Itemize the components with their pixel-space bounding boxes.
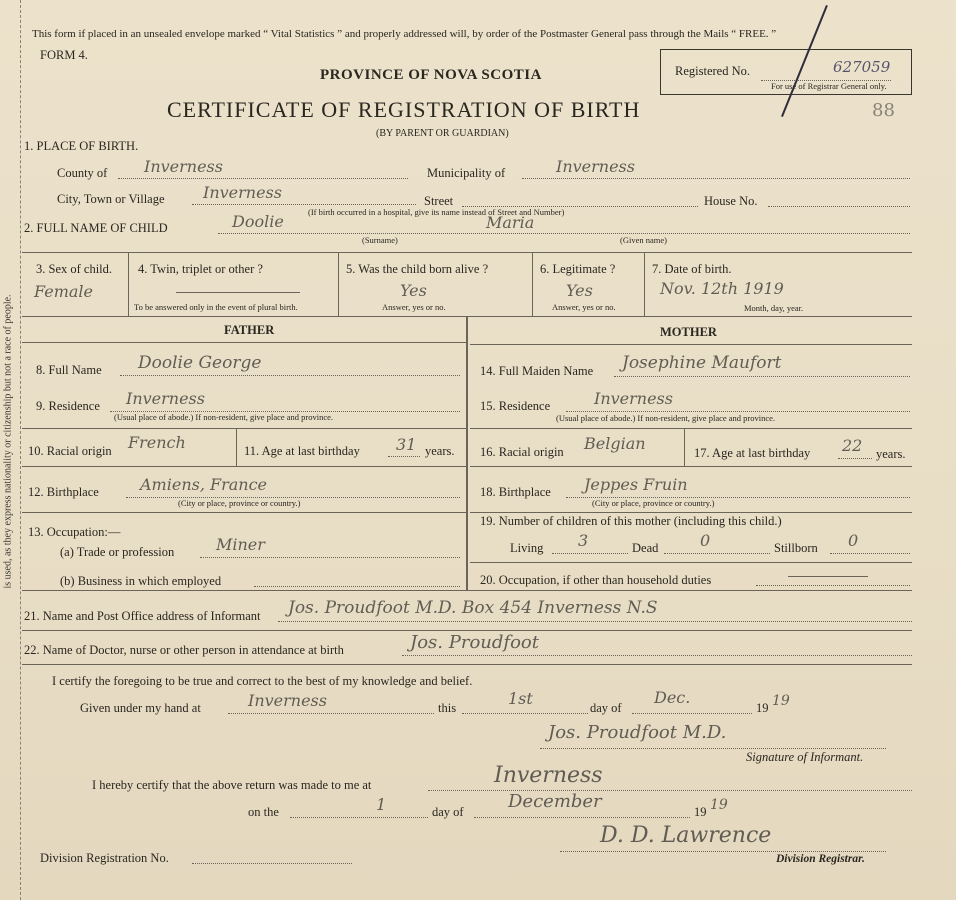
date-of-birth-note: Month, day, year. [744,303,804,313]
informant-signature-label: Signature of Informant. [746,750,864,764]
city-label: City, Town or Village [57,192,165,206]
city-value: Inverness [203,183,282,202]
mother-age-unit: years. [876,447,906,461]
street-label: Street [424,194,454,208]
mother-birthplace-value: Jeppes Fruin [584,475,688,494]
date-of-birth-value: Nov. 12th 1919 [660,279,784,298]
mother-racial-label: 16. Racial origin [480,445,564,459]
municipality-label: Municipality of [427,166,506,180]
mother-birthplace-label: 18. Birthplace [480,485,551,499]
given-month-value: Dec. [654,688,691,707]
father-heading: FATHER [224,323,275,337]
father-age-label: 11. Age at last birthday [244,444,360,458]
doctor-label: 22. Name of Doctor, nurse or other person in attendance at birth [24,643,344,657]
father-name-label: 8. Full Name [36,363,102,377]
stillborn-value: 0 [848,531,859,550]
informant-value: Jos. Proudfoot M.D. Box 454 Inverness N.S [288,598,658,618]
mother-name-label: 14. Full Maiden Name [480,364,594,378]
mother-residence-label: 15. Residence [480,399,551,413]
on-the-label: on the [248,805,279,819]
born-alive-note: Answer, yes or no. [382,302,446,312]
father-residence-note: (Usual place of abode.) If non-resident, give place and province. [114,412,334,422]
born-alive-value: Yes [400,281,427,300]
twin-label: 4. Twin, triplet or other ? [138,262,263,276]
child-surname-value: Doolie [232,212,284,231]
registered-stamp: 88 [872,100,895,121]
living-label: Living [510,541,544,555]
mother-name-value: Josephine Maufort [622,353,782,373]
registered-number: 627059 [833,58,891,76]
mother-racial-value: Belgian [584,434,646,453]
registrar-day-value: 1 [376,795,387,814]
informant-signature: Jos. Proudfoot M.D. [548,722,727,743]
this-day-value: 1st [508,689,533,708]
mother-birthplace-note: (City or place, province or country.) [592,498,715,508]
certificate-subtitle: (BY PARENT OR GUARDIAN) [376,128,509,139]
certify-statement: I certify the foregoing to be true and correct to the best of my knowledge and belief. [52,674,473,688]
mother-residence-note: (Usual place of abode.) If non-resident, give place and province. [556,413,776,423]
mother-occupation-label: 20. Occupation, if other than household duties [480,573,712,587]
legitimate-value: Yes [566,281,593,300]
form-number: FORM 4. [40,48,88,62]
division-registrar-label: Division Registrar. [776,853,865,865]
sex-value: Female [34,282,93,301]
father-occupation-label: 13. Occupation:— [28,525,121,539]
sex-label: 3. Sex of child. [36,262,113,276]
mother-age-value: 22 [842,436,863,455]
hospital-note: (If birth occurred in a hospital, give its name instead of Street and Number) [308,207,565,217]
registrar-place-value: Inverness [494,763,603,788]
doctor-value: Jos. Proudfoot [410,632,539,653]
father-trade-value: Miner [216,535,265,554]
twin-note: To be answered only in the event of plural birth. [134,302,298,312]
division-registration-label: Division Registration No. [40,851,169,865]
dead-label: Dead [632,541,659,555]
registrar-statement: I hereby certify that the above return was made to me at [92,778,372,792]
municipality-value: Inverness [556,157,635,176]
father-age-unit: years. [425,444,455,458]
child-given-name-value: Maria [486,213,535,232]
legitimate-label: 6. Legitimate ? [540,262,616,276]
side-note: is used, as they express nationality or citizenship but not a race of people. [2,294,14,589]
registrar-year-prefix: 19 [694,805,707,819]
father-trade-label: (a) Trade or profession [60,545,175,559]
this-label: this [438,701,457,715]
dead-value: 0 [700,531,711,550]
date-of-birth-label: 7. Date of birth. [652,262,732,276]
mother-heading: MOTHER [660,325,717,339]
house-number-label: House No. [704,194,758,208]
mother-residence-value: Inverness [594,389,673,408]
informant-label: 21. Name and Post Office address of Informant [24,609,261,623]
given-at-label: Given under my hand at [80,701,201,715]
county-label: County of [57,166,108,180]
father-birthplace-note: (City or place, province or country.) [178,498,301,508]
registered-note: For use of Registrar General only. [771,81,887,91]
father-business-label: (b) Business in which employed [60,574,222,588]
place-of-birth-heading: 1. PLACE OF BIRTH. [24,139,139,153]
father-residence-label: 9. Residence [36,399,100,413]
registrar-month-value: December [508,791,602,812]
father-age-value: 31 [396,435,417,454]
registrar-signature: D. D. Lawrence [600,823,772,848]
perforation-line [20,0,21,900]
given-at-value: Inverness [248,691,327,710]
father-racial-value: French [128,433,186,452]
child-name-label: 2. FULL NAME OF CHILD [24,221,168,235]
legitimate-note: Answer, yes or no. [552,302,616,312]
registrar-year-value: 19 [710,797,728,813]
father-residence-value: Inverness [126,389,205,408]
living-value: 3 [578,531,589,550]
certificate-title: CERTIFICATE OF REGISTRATION OF BIRTH [167,97,641,122]
born-alive-label: 5. Was the child born alive ? [346,262,489,276]
mother-children-label: 19. Number of children of this mother (including this child.) [480,514,782,528]
day-of-label: day of [590,701,622,715]
mail-notice: This form if placed in an unsealed envelope marked “ Vital Statistics ” and properly addressed will, by order of the Postmaster General pass through the Mails “ FREE. ” [32,28,777,40]
father-birthplace-value: Amiens, France [140,475,268,494]
registrar-day-of-label: day of [432,805,464,819]
registered-label: Registered No. [675,64,750,78]
province-heading: PROVINCE OF NOVA SCOTIA [320,67,542,83]
given-year-value: 19 [772,693,790,709]
father-name-value: Doolie George [138,353,262,373]
father-birthplace-label: 12. Birthplace [28,485,99,499]
father-racial-label: 10. Racial origin [28,444,112,458]
surname-caption: (Surname) [362,235,398,245]
given-name-caption: (Given name) [620,235,667,245]
stillborn-label: Stillborn [774,541,818,555]
mother-age-label: 17. Age at last birthday [694,446,811,460]
given-year-prefix: 19 [756,701,769,715]
registration-box [660,49,912,95]
county-value: Inverness [144,157,223,176]
